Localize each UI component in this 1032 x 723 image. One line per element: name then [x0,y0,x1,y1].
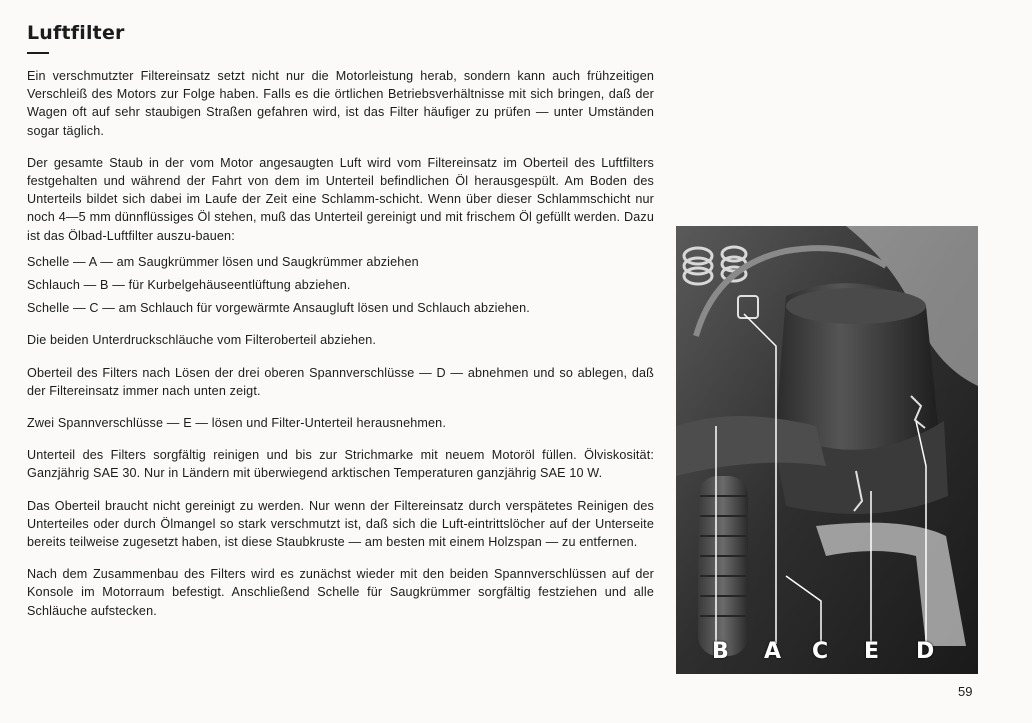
instruction-step: Schelle — C — am Schlauch für vorgewärmte Ansaugluft lösen und Schlauch abziehen. [27,301,530,316]
paragraph: Der gesamte Staub in der vom Motor angesaugten Luft wird vom Filtereinsatz im Oberteil des Luftfilters festgehalten und während der Fahrt von dem im Unterteil befindlichen Öl herausgespült. Am Boden des Unterteils bildet sich dabei im Laufe der Zeit eine Schlamm-schicht. Wenn über dieser Schlammschicht nur noch 4—5 mm dünnflüssiges Öl stehen, muß das Unterteil gereinigt und mit frischem Öl gefüllt werden. Dazu ist das Ölbad-Luftfilter auszu-bauen: [27,155,654,243]
callout-label-e: E [864,639,880,664]
callout-label-c: C [812,639,829,664]
paragraph: Nach dem Zusammenbau des Filters wird es zunächst wieder mit den beiden Spannverschlüssen auf der Konsole im Motorraum befestigt. Anschließend Schelle für Saugkrümmer sorgfältig festziehen und alle Schläuche aufstecken. [27,567,654,618]
air-filter-photo [676,226,978,674]
paragraph: Die beiden Unterdruckschläuche vom Filteroberteil abziehen. [27,333,377,348]
engine-compartment-illustration [676,226,978,674]
paragraph: Das Oberteil braucht nicht gereinigt zu werden. Nur wenn der Filtereinsatz durch verspätetes Reinigen des Unterteiles oder durch Ölmangel so stark verschmutzt ist, daß sich die Luft-eintrittslöcher auf der Unterseite bereits teilweise zugesetzt haben, ist diese Staubkruste — am besten mit einem Holzspan — zu entfernen. [27,498,654,550]
instruction-step: Schelle — A — am Saugkrümmer lösen und Saugkrümmer abziehen [27,254,419,269]
paragraph: Unterteil des Filters sorgfältig reinigen und bis zur Strichmarke mit neuem Motoröl füllen. Ölviskosität: Ganzjährig SAE 30. Nur in Ländern mit überwiegend arktischen Temperaturen ganzjährig SAE 10 W. [27,448,654,481]
callout-label-b: B [712,639,729,664]
paragraph: Oberteil des Filters nach Lösen der drei oberen Spannverschlüsse — D — abnehmen und so ablegen, daß der Filtereinsatz immer nach unten zeigt. [27,365,654,398]
title-underline [27,52,49,54]
paragraph: Zwei Spannverschlüsse — E — lösen und Filter-Unterteil herausnehmen. [27,416,446,431]
body-text [27,67,654,620]
instruction-step: Schlauch — B — für Kurbelgehäuseentlüftung abziehen. [27,278,351,293]
callout-label-d: D [916,639,935,664]
callout-label-a: A [764,639,782,664]
paragraph: Ein verschmutzter Filtereinsatz setzt nicht nur die Motorleistung herab, sondern kann auch frühzeitigen Verschleiß des Motors zur Folge haben. Falls es die örtlichen Betriebsverhältnisse mit sich bringen, daß der Wagen oft auf sehr staubigen Straßen gefahren wird, ist das Filter häufiger zu prüfen — unter Umständen sogar täglich. [27,69,654,138]
page-number: 59 [958,684,973,699]
page-title: Luftfilter [27,22,125,44]
